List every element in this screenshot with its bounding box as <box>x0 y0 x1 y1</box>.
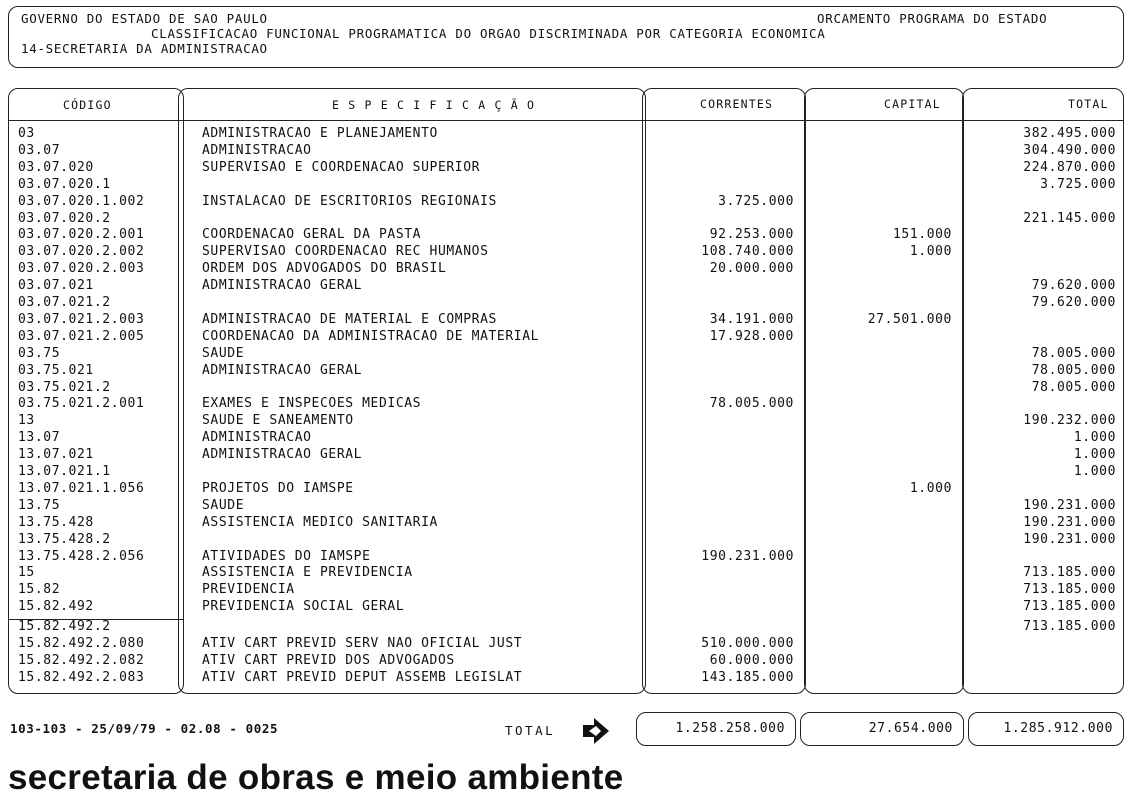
code-cell: 15 <box>18 565 35 581</box>
code-cell: 03.75 <box>18 345 61 361</box>
correntes-cell: 60.000.000 <box>709 652 794 668</box>
specification-cell: ATIV CART PREVID DOS ADVOGADOS <box>202 652 455 668</box>
code-cell: 15.82 <box>18 582 61 598</box>
code-cell: 03.75.021.2 <box>18 379 111 395</box>
specification-cell: ASSISTENCIA MEDICO SANITARIA <box>202 514 438 530</box>
classification-subtitle: CLASSIFICACAO FUNCIONAL PROGRAMATICA DO ORGAO DISCRIMINADA POR CATEGORIA ECONOMICA <box>151 26 826 41</box>
total-cell: 1.000 <box>1073 464 1116 479</box>
table-row <box>0 193 1132 210</box>
code-cell: 03.07.020.2.001 <box>18 227 145 243</box>
table-row <box>0 362 1132 379</box>
total-cell: 78.005.000 <box>1031 345 1116 361</box>
table-row <box>0 446 1132 463</box>
code-cell: 03.07.021 <box>18 278 94 294</box>
capital-cell: 1.000 <box>909 480 952 496</box>
code-cell: 13.75 <box>18 497 61 513</box>
correntes-cell: 20.000.000 <box>709 261 794 277</box>
header-box <box>8 6 1124 68</box>
table-row <box>0 142 1132 159</box>
table-row <box>0 345 1132 362</box>
department-title: 14-SECRETARIA DA ADMINISTRACAO <box>21 41 268 56</box>
table-row <box>0 514 1132 531</box>
table-row <box>0 159 1132 176</box>
table-row <box>0 260 1132 277</box>
total-cell: 78.005.000 <box>1031 362 1116 378</box>
table-row <box>0 429 1132 446</box>
correntes-cell: 78.005.000 <box>709 396 794 412</box>
table-row <box>0 652 1132 669</box>
total-cell: 224.870.000 <box>1023 159 1116 175</box>
specification-cell: SAUDE <box>202 345 245 361</box>
capital-cell: 1.000 <box>909 244 952 260</box>
total-cell: 3.725.000 <box>1040 176 1116 192</box>
table-row <box>0 463 1132 480</box>
total-cell: 79.620.000 <box>1031 295 1116 310</box>
table-row <box>0 379 1132 396</box>
document-id: 103-103 - 25/09/79 - 02.08 - 0025 <box>10 721 279 736</box>
specification-cell: PROJETOS DO IAMSPE <box>202 480 354 496</box>
specification-cell: ADMINISTRACAO GERAL <box>202 362 363 378</box>
code-cell: 13.75.428.2 <box>18 531 111 547</box>
specification-cell: EXAMES E INSPECOES MEDICAS <box>202 396 422 412</box>
correntes-cell: 510.000.000 <box>701 636 794 651</box>
table-row <box>0 412 1132 429</box>
table-row <box>0 497 1132 514</box>
code-cell: 13.07 <box>18 430 61 446</box>
total-correntes-box: 1.258.258.000 <box>636 712 796 746</box>
budget-program-title: ORCAMENTO PROGRAMA DO ESTADO <box>817 11 1048 26</box>
code-cell: 15.82.492.2.083 <box>18 669 145 685</box>
total-cell: 713.185.000 <box>1023 565 1116 581</box>
total-cell: 78.005.000 <box>1031 379 1116 395</box>
specification-cell: INSTALACAO DE ESCRITORIOS REGIONAIS <box>202 193 497 209</box>
correntes-cell: 34.191.000 <box>709 311 794 327</box>
total-cell: 190.231.000 <box>1023 531 1116 547</box>
codigo-header: CÓDIGO <box>63 98 112 112</box>
specification-cell: SAUDE E SANEAMENTO <box>202 413 354 429</box>
table-row <box>0 480 1132 497</box>
code-cell: 15.82.492.2.080 <box>18 636 145 651</box>
next-section-title: secretaria de obras e meio ambiente <box>8 758 624 797</box>
code-cell: 13 <box>18 413 35 429</box>
code-cell: 03.07.020.1.002 <box>18 193 145 209</box>
specification-cell: ADMINISTRACAO DE MATERIAL E COMPRAS <box>202 311 497 327</box>
correntes-cell: 92.253.000 <box>709 227 794 243</box>
especificacao-header: E S P E C I F I C A Ç Ã O <box>332 98 536 112</box>
code-cell: 03.07 <box>18 142 61 158</box>
code-cell: 03.07.021.2.005 <box>18 328 145 344</box>
specification-cell: ADMINISTRACAO <box>202 430 312 446</box>
total-cell: 221.145.000 <box>1023 210 1116 226</box>
code-cell: 03.07.021.2.003 <box>18 311 145 327</box>
table-row <box>0 328 1132 345</box>
code-cell: 03 <box>18 126 35 141</box>
total-capital-box: 27.654.000 <box>800 712 964 746</box>
correntes-header: CORRENTES <box>700 97 774 111</box>
code-cell: 03.75.021.2.001 <box>18 396 145 412</box>
table-row <box>0 125 1132 142</box>
table-row <box>0 311 1132 328</box>
correntes-cell: 108.740.000 <box>701 244 794 260</box>
specification-cell: ASSISTENCIA E PREVIDENCIA <box>202 565 413 581</box>
total-cell: 1.000 <box>1073 447 1116 463</box>
specification-cell: ATIVIDADES DO IAMSPE <box>202 548 371 564</box>
specification-cell: COORDENACAO DA ADMINISTRACAO DE MATERIAL <box>202 328 540 344</box>
total-cell: 713.185.000 <box>1023 582 1116 598</box>
code-cell: 13.07.021 <box>18 447 94 463</box>
total-cell: 190.231.000 <box>1023 497 1116 513</box>
specification-cell: SAUDE <box>202 497 245 513</box>
specification-cell: ADMINISTRACAO GERAL <box>202 447 363 463</box>
code-cell: 15.82.492.2.082 <box>18 652 145 668</box>
table-row <box>0 581 1132 598</box>
code-cell: 13.07.021.1.056 <box>18 480 145 496</box>
capital-header: CAPITAL <box>884 97 941 111</box>
table-row <box>0 210 1132 227</box>
table-row <box>0 226 1132 243</box>
total-cell: 382.495.000 <box>1023 126 1116 141</box>
total-header: TOTAL <box>1068 97 1109 111</box>
specification-cell: ADMINISTRACAO GERAL <box>202 278 363 294</box>
table-row <box>0 635 1132 652</box>
correntes-cell: 190.231.000 <box>701 548 794 564</box>
total-label: TOTAL <box>505 723 556 738</box>
correntes-cell: 17.928.000 <box>709 328 794 344</box>
code-cell: 03.07.020.1 <box>18 176 111 192</box>
specification-cell: ATIV CART PREVID SERV NAO OFICIAL JUST <box>202 636 523 651</box>
arrow-right-icon <box>581 716 611 746</box>
correntes-cell: 143.185.000 <box>701 669 794 685</box>
table-row <box>0 618 1132 635</box>
total-cell: 79.620.000 <box>1031 278 1116 294</box>
specification-cell: ATIV CART PREVID DEPUT ASSEMB LEGISLAT <box>202 669 523 685</box>
capital-cell: 151.000 <box>893 227 952 243</box>
table-row <box>0 294 1132 311</box>
table-row <box>0 548 1132 565</box>
table-row <box>0 669 1132 686</box>
table-row <box>0 531 1132 548</box>
code-cell: 13.07.021.1 <box>18 464 111 479</box>
code-cell: 15.82.492 <box>18 599 94 615</box>
table-row <box>0 176 1132 193</box>
total-cell: 713.185.000 <box>1023 619 1116 635</box>
specification-cell: PREVIDENCIA SOCIAL GERAL <box>202 599 405 615</box>
specification-cell: PREVIDENCIA <box>202 582 295 598</box>
capital-cell: 27.501.000 <box>867 311 952 327</box>
specification-cell: COORDENACAO GERAL DA PASTA <box>202 227 422 243</box>
total-cell: 1.000 <box>1073 430 1116 446</box>
specification-cell: SUPERVISAO E COORDENACAO SUPERIOR <box>202 159 481 175</box>
total-cell: 190.231.000 <box>1023 514 1116 530</box>
table-row <box>0 243 1132 260</box>
table-row <box>0 598 1132 615</box>
header-separator <box>8 120 1124 121</box>
table-row <box>0 395 1132 412</box>
code-cell: 13.75.428.2.056 <box>18 548 145 564</box>
code-cell: 03.75.021 <box>18 362 94 378</box>
code-cell: 03.07.020.2 <box>18 210 111 226</box>
specification-cell: SUPERVISAO COORDENACAO REC HUMANOS <box>202 244 489 260</box>
table-row <box>0 277 1132 294</box>
specification-cell: ADMINISTRACAO E PLANEJAMENTO <box>202 126 438 141</box>
code-cell: 13.75.428 <box>18 514 94 530</box>
specification-cell: ADMINISTRACAO <box>202 142 312 158</box>
total-cell: 713.185.000 <box>1023 599 1116 615</box>
code-cell: 03.07.020 <box>18 159 94 175</box>
correntes-cell: 3.725.000 <box>718 193 794 209</box>
code-cell: 15.82.492.2 <box>18 619 111 635</box>
government-title: GOVERNO DO ESTADO DE SAO PAULO <box>21 11 268 26</box>
code-cell: 03.07.020.2.002 <box>18 244 145 260</box>
total-cell: 190.232.000 <box>1023 413 1116 429</box>
table-row <box>0 564 1132 581</box>
specification-cell: ORDEM DOS ADVOGADOS DO BRASIL <box>202 261 447 277</box>
code-cell: 03.07.021.2 <box>18 295 111 310</box>
total-cell: 304.490.000 <box>1023 142 1116 158</box>
total-geral-box: 1.285.912.000 <box>968 712 1124 746</box>
code-cell: 03.07.020.2.003 <box>18 261 145 277</box>
